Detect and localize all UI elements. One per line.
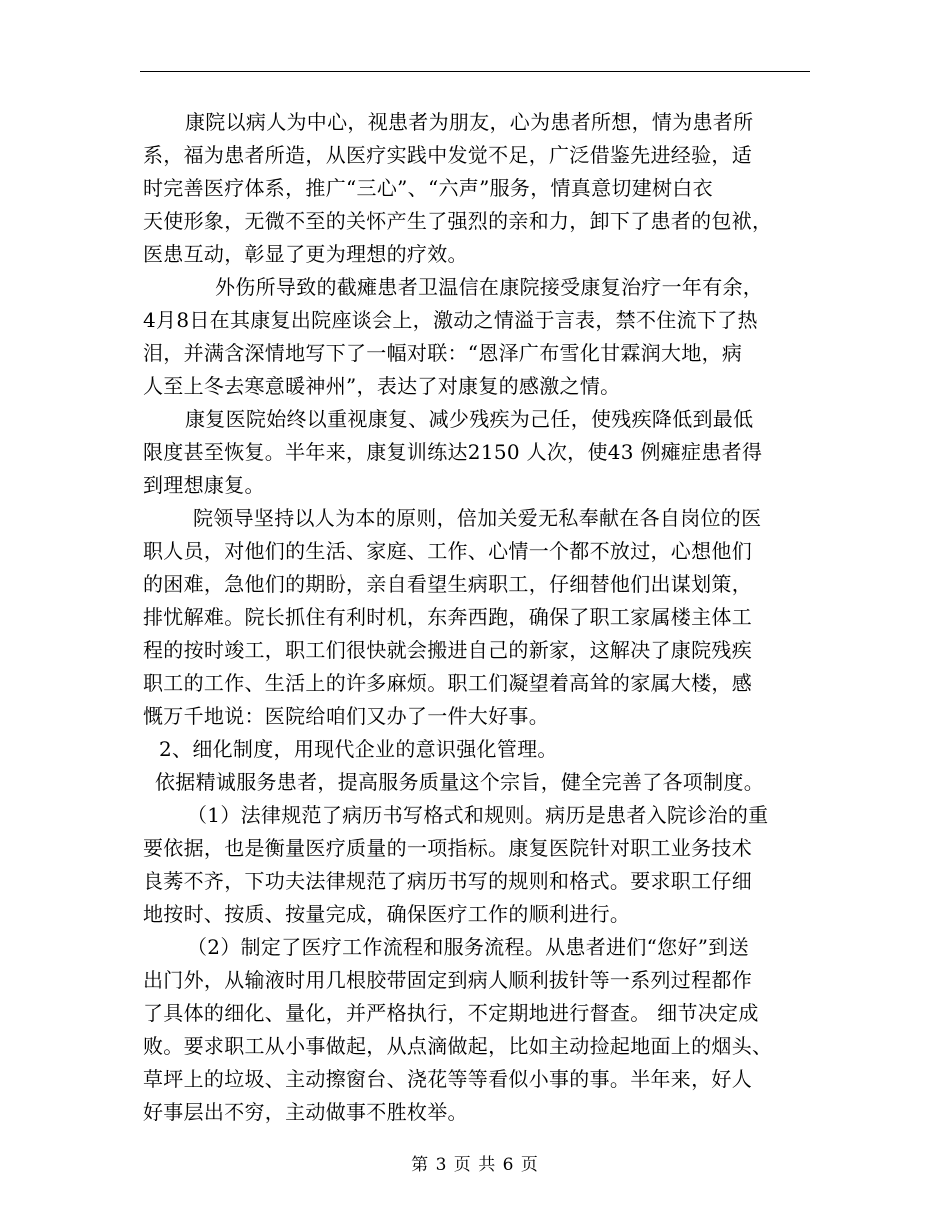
- text-line: 良莠不齐，下功夫法律规范了病历书写的规则和格式。要求职工仔细: [143, 869, 752, 893]
- text-line: 人至上冬去寒意暖神州”，表达了对康复的感激之情。: [143, 374, 621, 398]
- document-body: [143, 106, 813, 1129]
- text-line: 4月8日在其康复出院座谈会上，激动之情溢于言表，禁不住流下了热: [143, 308, 758, 332]
- text-line: 到理想康复。: [143, 473, 265, 497]
- text-line: 康院以病人为中心，视患者为朋友，心为患者所想，情为患者所: [185, 110, 754, 134]
- text-line: 要依据，也是衡量医疗质量的一项指标。康复医院针对职工业务技术: [143, 836, 752, 860]
- header-rule: [140, 71, 810, 72]
- text-line: 依据精诚服务患者，提高服务质量这个宗旨，健全完善了各项制度。: [155, 770, 764, 794]
- text-line: 出门外，从输液时用几根胶带固定到病人顺利拔针等一系列过程都作: [143, 968, 752, 992]
- text-line: 地按时、按质、按量完成，确保医疗工作的顺利进行。: [143, 902, 631, 926]
- text-line: 了具体的细化、量化，并严格执行，不定期地进行督查。 细节决定成: [143, 1001, 759, 1025]
- text-line: 慨万千地说：医院给咱们又办了一件大好事。: [143, 704, 549, 728]
- text-line: 好事层出不穷，主动做事不胜枚举。: [143, 1100, 468, 1124]
- page-footer: 第 3 页 共 6 页: [411, 1155, 539, 1175]
- text-line: 职工的工作、生活上的许多麻烦。职工们凝望着高耸的家属大楼，感: [143, 671, 752, 695]
- text-line: 排忧解难。院长抓住有利时机，东奔西跑，确保了职工家属楼主体工: [143, 605, 752, 629]
- text-line: 职人员，对他们的生活、家庭、工作、心情一个都不放过，心想他们: [143, 539, 752, 563]
- text-line: 败。要求职工从小事做起，从点滴做起，比如主动捡起地面上的烟头、: [143, 1034, 773, 1058]
- text-line: 的困难，急他们的期盼，亲自看望生病职工，仔细替他们出谋划策，: [143, 572, 752, 596]
- list-item-line: （1）法律规范了病历书写格式和规则。病历是患者入院诊治的重: [187, 803, 769, 827]
- text-line: 康复医院始终以重视康复、减少残疾为己任，使残疾降低到最低: [185, 407, 754, 431]
- text-line: 时完善医疗体系，推广“三心”、“六声”服务，情真意切建树白衣: [143, 176, 713, 200]
- text-line: 医患互动，彰显了更为理想的疗效。: [143, 242, 468, 266]
- text-line: 外伤所导致的截瘫患者卫温信在康院接受康复治疗一年有余，: [215, 275, 764, 299]
- text-line: 限度甚至恢复。半年来，康复训练达2150 人次，使43 例瘫症患者得: [143, 440, 763, 464]
- text-line: 天使形象，无微不至的关怀产生了强烈的亲和力，卸下了患者的包袱，: [143, 209, 773, 233]
- text-line: 程的按时竣工，职工们很快就会搬进自己的新家，这解决了康院残疾: [143, 638, 752, 662]
- text-line: 院领导坚持以人为本的原则，倍加关爱无私奉献在各自岗位的医: [193, 506, 762, 530]
- list-item-line: （2）制定了医疗工作流程和服务流程。从患者进们“您好”到送: [187, 935, 749, 959]
- text-line: 草坪上的垃圾、主动擦窗台、浇花等等看似小事的事。半年来，好人: [143, 1067, 752, 1091]
- text-line: 系，福为患者所造，从医疗实践中发觉不足，广泛借鉴先进经验，适: [143, 143, 752, 167]
- text-line: 泪，并满含深情地写下了一幅对联：“恩泽广布雪化甘霖润大地，病: [143, 341, 743, 365]
- section-heading: 2、细化制度，用现代企业的意识强化管理。: [159, 737, 558, 761]
